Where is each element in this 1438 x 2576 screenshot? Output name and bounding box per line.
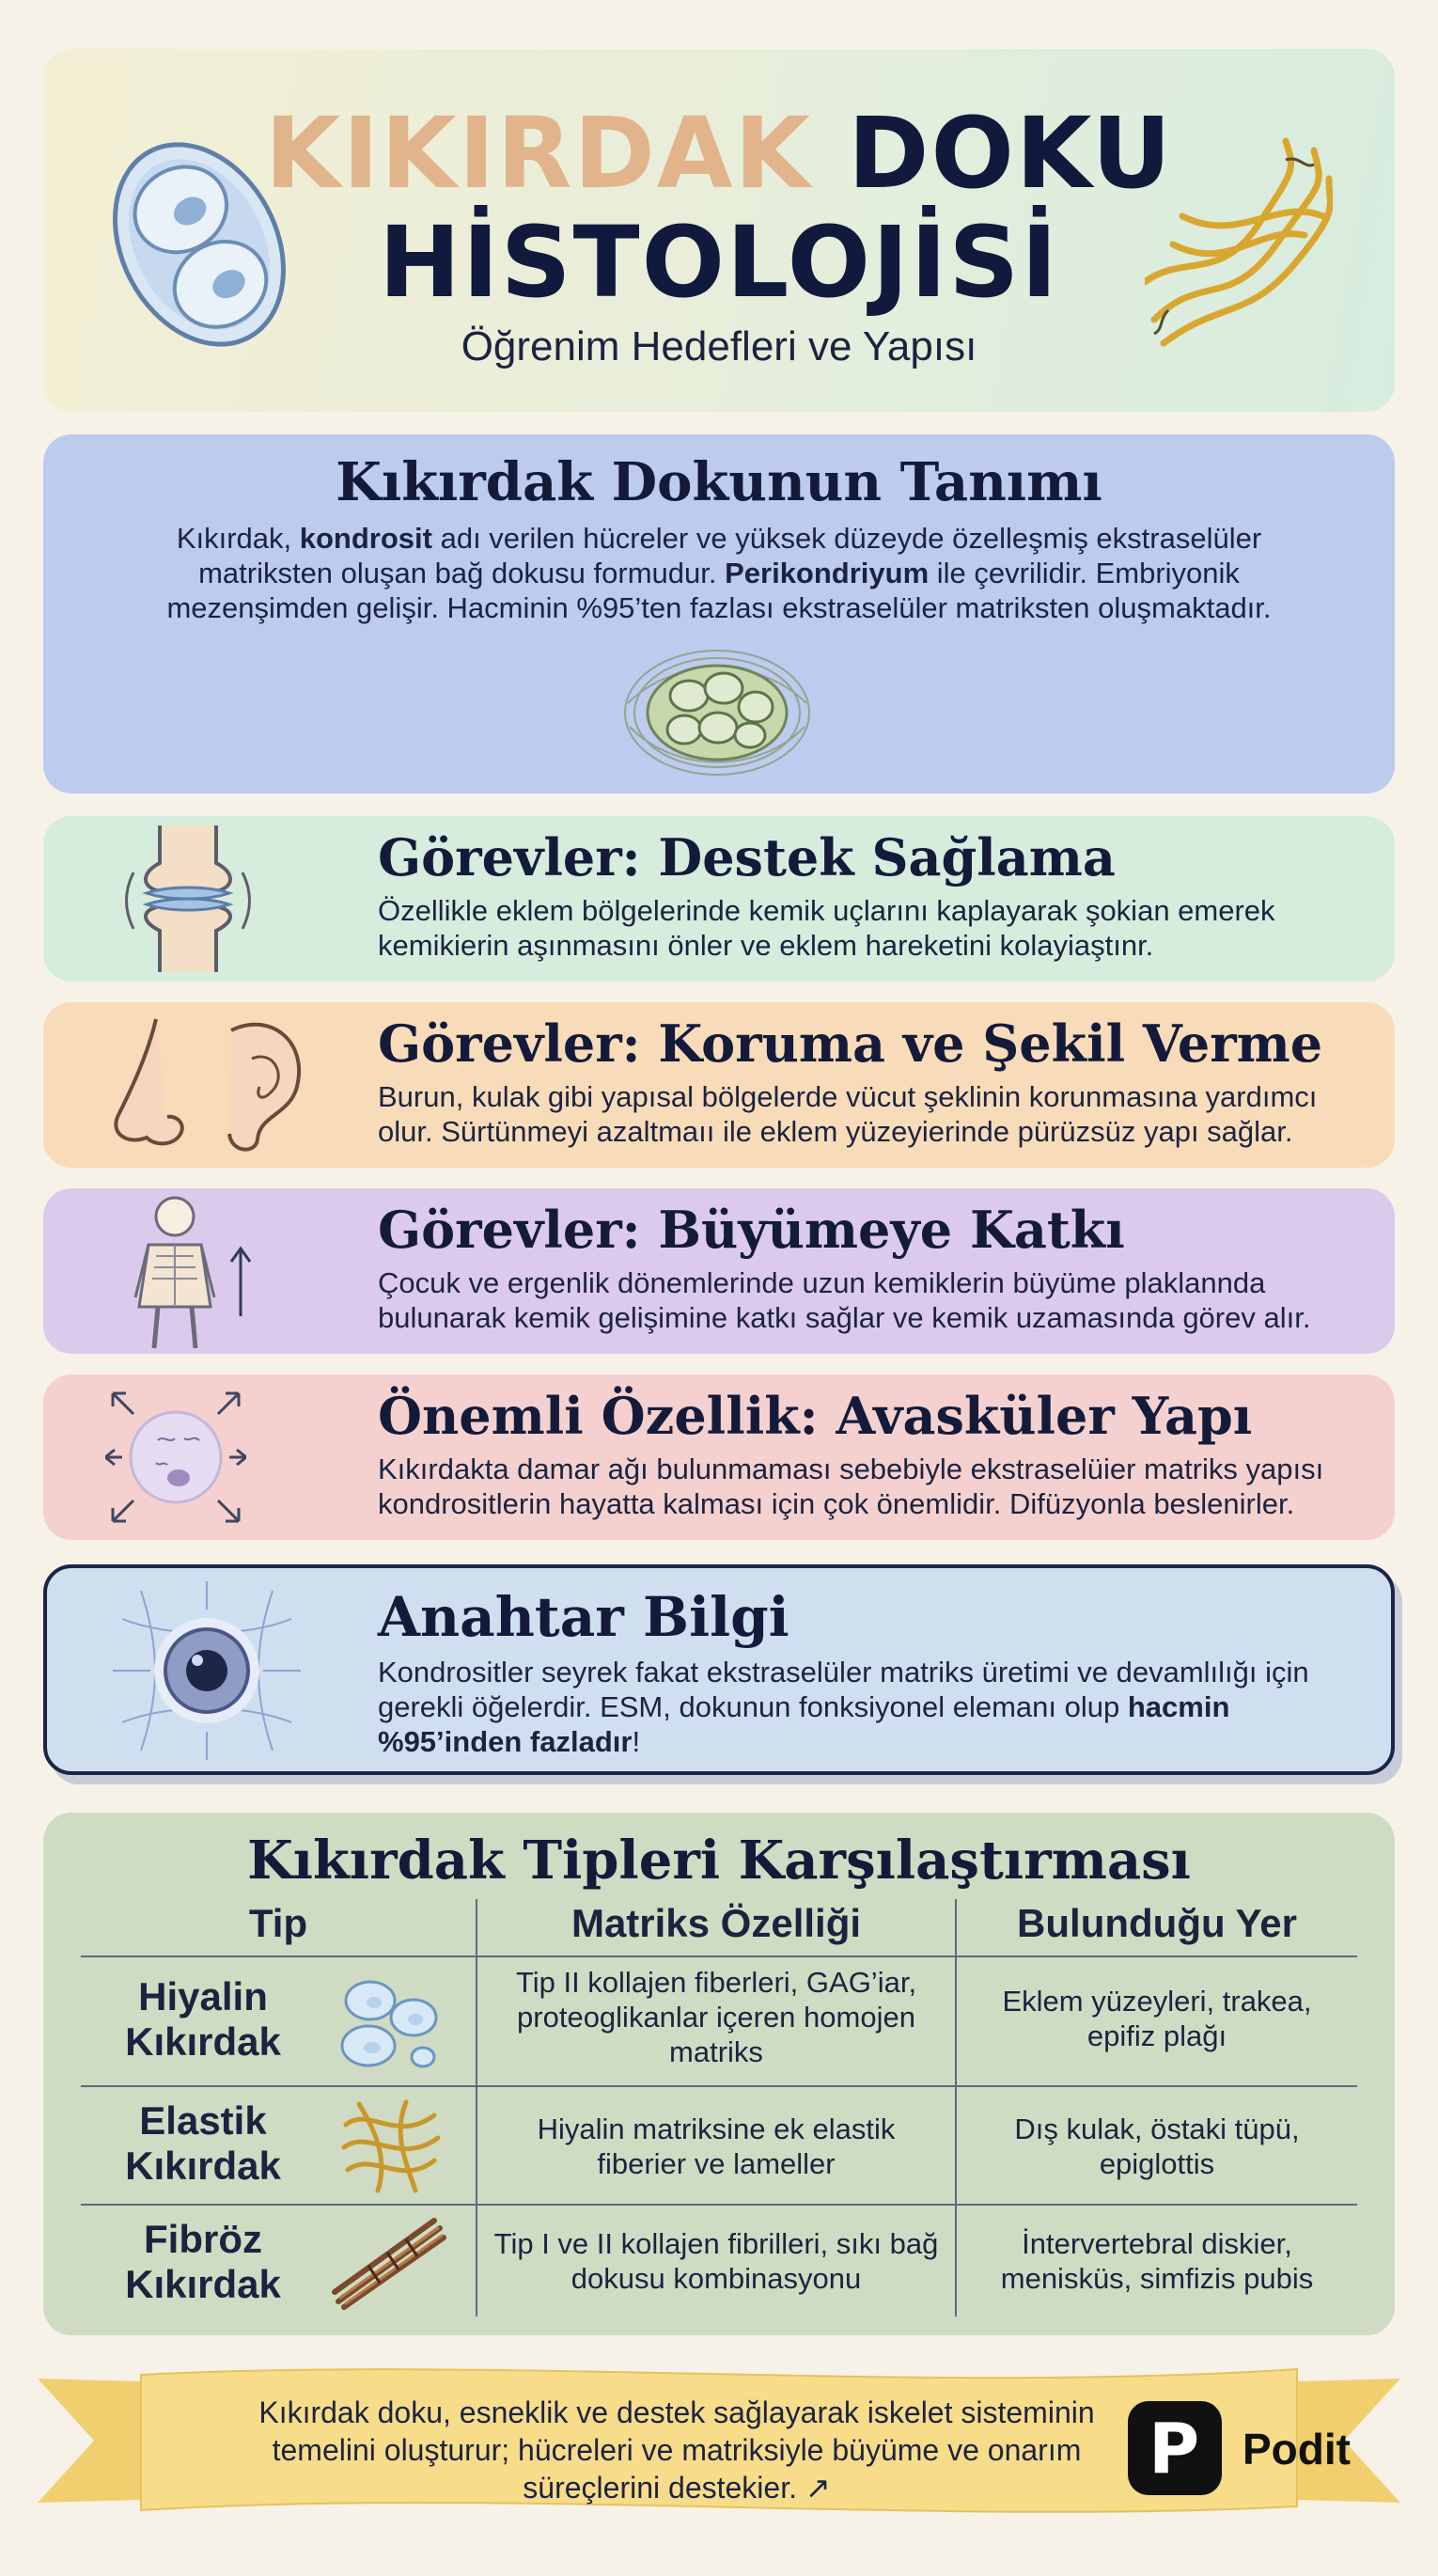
column-header-location: Bulunduğu Yer [1017,1901,1297,1945]
role-heading: Görevler: Destek Sağlama [378,827,1116,887]
nose-ear-icon [90,1012,316,1158]
comparison-card [43,1813,1395,2335]
definition-text [128,521,1310,625]
matrix-cell: Hiyalin matriksine ek elastik fiberier ve lameller [537,2113,896,2180]
type-name-line2: Kıkırdak [125,2144,281,2188]
key-info-text-a: Kondrositler seyrek fakat ekstraselüler matriks üretimi ve devamlılığı için gerekli öğelerdir. ESM, dokunun fonksiyonel elemanı olup [378,1656,1309,1723]
column-header-type: Tip [248,1901,308,1945]
knee-joint-icon [122,825,254,972]
role-card-avascular [43,1374,1395,1540]
definition-text-c: ile çevrilidir. Embriyonik mezenşimden gelişir. Hacminin %95’ten fazlası ekstraselüler matriksten oluşmaktadır. [166,557,1272,624]
type-name [81,2217,325,2307]
row-divider [81,2085,1357,2087]
role-text: Kıkırdakta damar ağı bulunmaması sebebiyle ekstraselüier matriks yapısı kondrositlerin hayatta kalması için çok önemlidir. Difüzyonla beslenirler. [378,1453,1324,1520]
type-name-line2: Kıkırdak [125,2262,281,2306]
title-dark-word: DOKU [848,96,1174,211]
definition-heading: Kıkırdak Dokunun Tanımı [336,451,1102,513]
key-info-bold: hacmin %95’inden fazladır [378,1690,1230,1758]
hyaline-cells-icon [333,1974,449,2072]
location-cell: Eklem yüzeyleri, trakea, epifiz plağı [1002,1985,1312,2052]
location-cell: Dış kulak, östaki tüpü, epiglottis [1014,2113,1300,2180]
definition-card [43,434,1395,793]
logo-letter: P [1149,2409,1200,2490]
matrix-cell: Tip I ve II kollajen fibrilleri, sıkı bağ dokusu kombinasyonu [493,2227,939,2295]
row-divider [81,1956,1357,1957]
title-accent-word: KIKIRDAK [264,96,812,211]
key-info-text-end: ! [632,1725,641,1758]
role-text: Çocuk ve ergenlik dönemlerinde uzun kemiklerin büyüme plaklannda bulunarak kemik gelişimine katkı sağlar ve kemik uzamasında görev alır. [378,1266,1311,1334]
elastic-fibers-icon [340,2097,442,2194]
type-name-line1: Elastik [139,2098,267,2143]
definition-bold-perikondriyum: Perikondriyum [725,557,930,589]
podit-logo [1128,2401,1222,2495]
type-name [81,1974,325,2065]
definition-text-b: adı verilen hücreler ve yüksek düzeyde özelleşmiş ekstraselüler matriksten oluşan bağ dokusu formudur. [198,522,1262,589]
type-name [81,2098,325,2189]
type-name-line1: Hiyalin [138,1974,268,2018]
column-divider [476,1899,477,2317]
chondrocyte-cluster-icon [618,637,816,788]
elastic-fibers-icon [1145,132,1333,357]
footer-summary: Kıkırdak doku, esneklik ve destek sağlayarak iskelet sisteminin temelini oluşturur; hücreleri ve matriksiyle büyüme ve onarım süreçlerini destekier. ↗ [258,2395,1095,2505]
role-heading: Önemli Özellik: Avasküler Yapı [378,1386,1253,1446]
glowing-cell-icon [113,1581,301,1760]
page-title-line2: HİSTOLOJİSİ [379,205,1059,320]
role-text: Burun, kulak gibi yapısal bölgelerde vücut şeklinin korunmasına yardımcı olur. Sürtünmeyi azaltmaıı ile eklem yüzeyierinde pürüzsüz yapı sağlar. [378,1080,1318,1148]
matrix-cell: Tip II kollajen fiberleri, GAG’iar, proteoglikanlar içeren homojen matriks [515,1966,917,2068]
type-name-line2: Kıkırdak [125,2019,281,2064]
column-header-matrix: Matriks Özelliği [571,1901,862,1945]
role-card-support [43,816,1395,982]
header-card [43,49,1395,412]
row-divider [81,2204,1357,2206]
role-card-protection [43,1002,1395,1168]
fibrous-bundle-icon [331,2215,447,2313]
role-card-growth [43,1188,1395,1354]
comparison-heading: Kıkırdak Tipleri Karşılaştırması [247,1830,1191,1892]
page-subtitle: Öğrenim Hedefleri ve Yapısı [461,323,977,369]
column-divider [955,1899,957,2317]
key-info-heading: Anahtar Bilgi [378,1585,789,1649]
diffusion-cell-icon [105,1380,246,1534]
key-info-card [43,1564,1395,1775]
role-heading: Görevler: Büyümeye Katkı [378,1200,1125,1260]
key-info-text [378,1655,1344,1759]
type-name-line1: Fibröz [144,2217,262,2261]
definition-text-a: Kıkırdak, [176,522,300,555]
skeleton-growth-icon [130,1194,318,1348]
definition-bold-kondrosit: kondrosit [299,522,432,555]
brand-name: Podit [1243,2425,1351,2474]
role-heading: Görevler: Koruma ve Şekil Verme [378,1013,1323,1074]
role-text: Özellikle eklem bölgelerinde kemik uçlarını kaplayarak şokian emerek kemikierin aşınmasını önler ve eklem hareketini kolayiaştınr. [378,894,1275,962]
location-cell: İntervertebral diskier, menisküs, simfizis pubis [1000,2227,1314,2295]
